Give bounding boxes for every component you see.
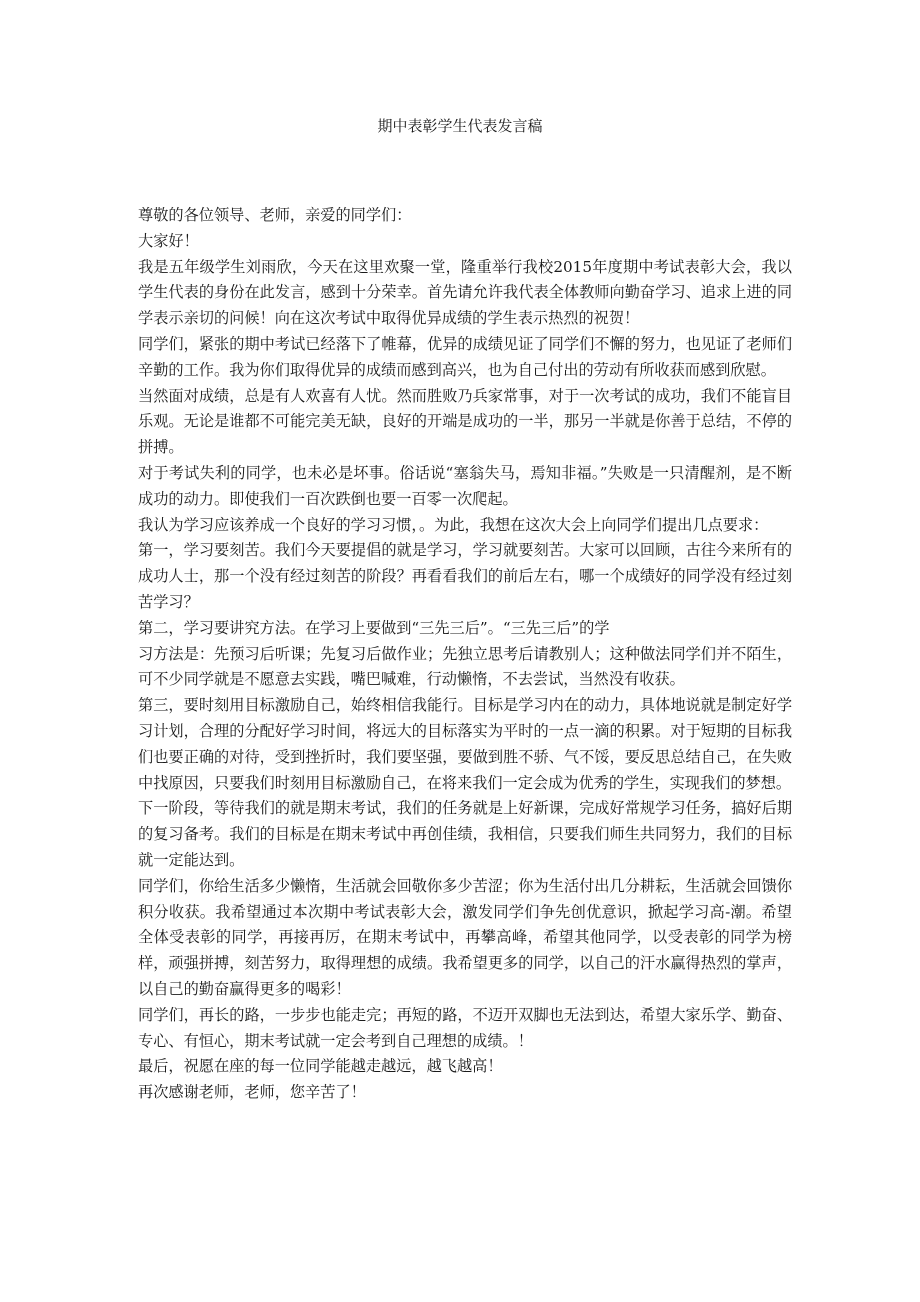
paragraph-salutation: 尊敬的各位领导、老师，亲爱的同学们： bbox=[138, 206, 412, 224]
paragraph-point-three: 第三，要时刻用目标激励自己，始终相信我能行。目标是学习内在的动力，具体地说就是制定好学习计划，合理的分配好学习时间，将远大的目标落实为平时的一点一滴的积累。对于短期的目标我们也要正确的对待，受到挫折时，我们要坚强，要做到胜不骄、气不馁，要反思总结自己，在失败中找原因，只要我们时刻用目标激励自己，在将来我们一定会成为优秀的学生，实现我们的梦想。 bbox=[138, 696, 792, 792]
paragraph-point-one: 第一，学习要刻苦。我们今天要提倡的就是学习，学习就要刻苦。大家可以回顾，古往今来所有的成功人士，那一个没有经过刻苦的阶段？再看看我们的前后左右，哪一个成绩好的同学没有经过刻苦学习？ bbox=[138, 541, 792, 611]
paragraph-long-road: 同学们，再长的路，一步步也能走完；再短的路，不迈开双脚也无法到达，希望大家乐学、勤奋、专心、有恒心，期末考试就一定会考到自己理想的成绩。！ bbox=[138, 1005, 792, 1050]
document-body bbox=[138, 203, 792, 1106]
paragraph-introduction: 我是五年级学生刘雨欣，今天在这里欢聚一堂，隆重举行我校2015年度期中考试表彰大会，我以学生代表的身份在此发言，感到十分荣幸。首先请允许我代表全体教师向勤奋学习、追求上进的同学表示亲切的问候！向在这次考试中取得优异成绩的学生表示热烈的祝贺！ bbox=[138, 257, 792, 328]
paragraph-encouragement: 同学们，你给生活多少懒惰，生活就会回敬你多少苦涩；你为生活付出几分耕耘，生活就会回馈你积分收获。我希望通过本次期中考试表彰大会，激发同学们争先创优意识，掀起学习高-潮。希望全体受表彰的同学，再接再厉，在期末考试中，再攀高峰，希望其他同学，以受表彰的同学为榜样，顽强拼搏，刻苦努力，取得理想的成绩。我希望更多的同学，以自己的汗水赢得热烈的掌声，以自己的勤奋赢得更多的喝彩！ bbox=[138, 876, 792, 998]
paragraph-greeting: 大家好！ bbox=[138, 231, 199, 250]
paragraph-next-stage: 下一阶段，等待我们的就是期末考试，我们的任务就是上好新课，完成好常规学习任务，搞好后期的复习备考。我们的目标是在期末考试中再创佳绩，我相信，只要我们师生共同努力，我们的目标就一定能达到。 bbox=[138, 799, 792, 869]
paragraph-failure: 对于考试失利的同学，也未必是坏事。俗话说“塞翁失马，焉知非福。”失败是一只清醒剂，是不断成功的动力。即使我们一百次跌倒也要一百零一次爬起。 bbox=[138, 463, 792, 508]
paragraph-thanks: 再次感谢老师，老师，您辛苦了！ bbox=[138, 1083, 366, 1102]
paragraph-point-two: 第二，学习要讲究方法。在学习上要做到“三先三后”。“三先三后”的学 bbox=[138, 618, 610, 637]
paragraph-wishes: 最后，祝愿在座的每一位同学能越走越远，越飞越高！ bbox=[138, 1057, 503, 1076]
paragraph-exam-ended: 同学们，紧张的期中考试已经落下了帷幕，优异的成绩见证了同学们不懈的努力，也见证了老师们辛勤的工作。我为你们取得优异的成绩而感到高兴，也为自己付出的劳动有所收获而感到欣慰。 bbox=[138, 334, 792, 379]
paragraph-study-habits: 我认为学习应该养成一个良好的学习习惯，。为此，我想在这次大会上向同学们提出几点要求： bbox=[138, 515, 769, 534]
paragraph-facing-results: 当然面对成绩，总是有人欢喜有人忧。然而胜败乃兵家常事，对于一次考试的成功，我们不能盲目乐观。无论是谁都不可能完美无缺，良好的开端是成功的一半，那另一半就是你善于总结，不停的拼搏。 bbox=[138, 386, 792, 457]
document-title: 期中表彰学生代表发言稿 bbox=[377, 117, 543, 135]
paragraph-point-two-continued: 习方法是：先预习后听课；先复习后做作业；先独立思考后请教别人；这种做法同学们并不陌生，可不少同学就是不愿意去实践，嘴巴喊难，行动懒惰，不去尝试，当然没有收获。 bbox=[138, 644, 792, 689]
